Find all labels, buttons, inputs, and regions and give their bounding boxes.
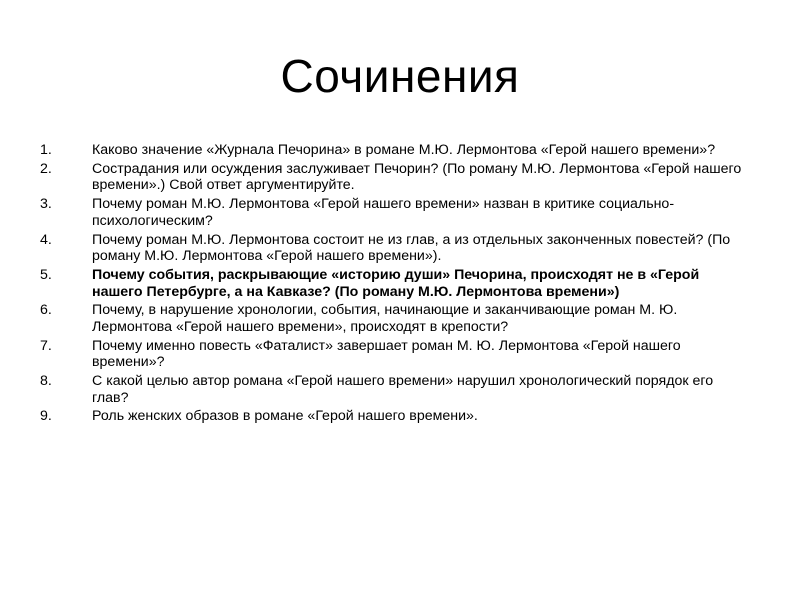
list-item	[32, 161, 772, 194]
list-item-number: 8.	[40, 373, 52, 390]
list-item	[32, 373, 772, 406]
list-item-text: Почему именно повесть «Фаталист» завершает роман М. Ю. Лермонтова «Герой нашего времени»?	[92, 337, 681, 371]
list-item-text: Роль женских образов в романе «Герой нашего времени».	[92, 408, 478, 425]
list-item-text: Почему, в нарушение хронологии, события, начинающие и заканчивающие роман М. Ю. Лермонтова «Герой нашего времени», происходят в крепости?	[92, 302, 678, 335]
list-item	[32, 142, 772, 159]
list-item	[32, 338, 772, 371]
list-item-text: Почему роман М.Ю. Лермонтова «Герой нашего времени» назван в критике социально-психологическим?	[92, 196, 675, 229]
list-item-text: Почему события, раскрывающие «историю души» Печорина, происходят не в «Герой нашего Петербурге, а на Кавказе? (По роману М.Ю. Лермонтова времени»)	[92, 266, 700, 300]
list-item	[32, 196, 772, 229]
list-item-number: 1.	[40, 142, 52, 158]
list-item-number: 7.	[40, 337, 52, 354]
list-item-number: 4.	[40, 231, 52, 248]
list-item-number: 6.	[40, 302, 52, 319]
slide-title: Сочинения	[280, 50, 520, 102]
list-item	[32, 408, 772, 425]
list-item-number: 9.	[40, 408, 52, 425]
list-item-highlighted	[32, 267, 772, 300]
list-item-number: 5.	[40, 266, 52, 283]
list-item	[32, 232, 772, 265]
essay-topics-list	[32, 142, 772, 427]
list-item-text: Почему роман М.Ю. Лермонтова состоит не из глав, а из отдельных законченных повестей? (По роману М.Ю. Лермонтова «Герой нашего времени»).	[92, 231, 731, 265]
list-item-text: С какой целью автор романа «Герой нашего времени» нарушил хронологический порядок его глав?	[92, 373, 714, 406]
list-item-text: Каково значение «Журнала Печорина» в романе М.Ю. Лермонтова «Герой нашего времени»?	[92, 142, 716, 158]
list-item-number: 3.	[40, 196, 52, 213]
list-item-text: Сострадания или осуждения заслуживает Печорин? (По роману М.Ю. Лермонтова «Герой нашего времени».) Свой ответ аргументируйте.	[92, 160, 742, 194]
list-item	[32, 302, 772, 335]
list-item-number: 2.	[40, 160, 52, 177]
